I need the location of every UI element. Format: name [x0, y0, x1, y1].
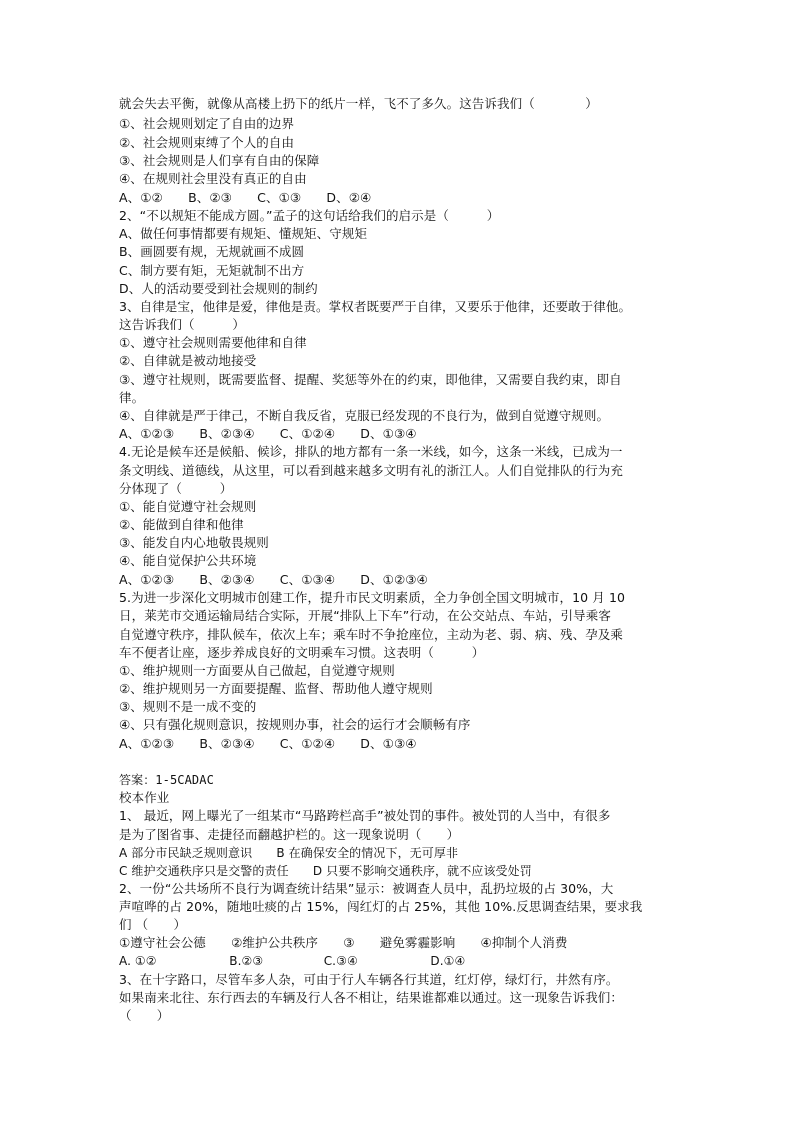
q4-stem-line-2: 条文明线、道德线，从这里，可以看到越来越多文明有礼的浙江人。人们自觉排队的行为充 [119, 463, 624, 478]
q3-option-4: ④、自律就是严于律己，不断自我反省，克服已经发现的不良行为，做到自觉遵守规则。 [119, 408, 610, 423]
q5-stem-line-2: 日，莱芜市交通运输局结合实际，开展“排队上下车”行动，在公交站点、车站，引导乘客 [119, 608, 611, 623]
hw2-options: ①遵守社会公德 ②维护公共秩序 ③ 避免雾霾影响 ④抑制个人消费 [119, 935, 568, 950]
q3-option-1: ①、遵守社会规则需要他律和自律 [119, 335, 307, 350]
q3-stem-line-1: 3、自律是宝，他律是爱，律他是责。掌权者既要严于自律，又要乐于他律，还要敢于律他。 [119, 299, 632, 314]
q4-choices: A、①②③ B、②③④ C、①③④ D、①②③④ [119, 572, 428, 587]
hw2-stem-line-2: 声喧哗的占 20%，随地吐痰的占 15%，闯红灯的占 25%，其他 10%.反思调查结果，要求我 [119, 899, 643, 914]
hw1-stem-line-2: 是为了图省事、走捷径而翻越护栏的。这一现象说明（ ） [119, 827, 460, 842]
q3-stem-line-2: 这告诉我们（ ） [119, 317, 246, 332]
answer-key: 答案：1-5CADAC [119, 773, 214, 787]
q2-choice-b: B、画圆要有规，无规就画不成圆 [119, 244, 305, 259]
q2-stem: 2、“不以规矩不能成方圆。”孟子的这句话给我们的启示是（ ） [119, 208, 500, 223]
q1-option-1: ①、社会规则划定了自由的边界 [119, 116, 295, 131]
hw1-choices-cd: C 维护交通秩序只是交警的责任 D 只要不影响交通秩序，就不应该受处罚 [119, 864, 532, 878]
hw3-stem-line-1: 3、在十字路口，尽管车多人杂，可由于行人车辆各行其道，红灯停，绿灯行，井然有序。 [119, 972, 619, 987]
q3-option-3-line-2: 律。 [119, 390, 145, 405]
q4-option-3: ③、能发自内心地敬畏规则 [119, 535, 269, 550]
q5-stem-line-1: 5.为进一步深化文明城市创建工作，提升市民文明素质，全力争创全国文明城市，10 月 10 [119, 590, 626, 605]
section-heading: 校本作业 [119, 790, 170, 805]
q3-option-3-line-1: ③、遵守社规则，既需要监督、提醒、奖惩等外在的约束，即他律，又需要自我约束，即自 [119, 372, 622, 387]
q4-stem-line-3: 分体现了（ ） [119, 481, 233, 496]
q1-option-2: ②、社会规则束缚了个人的自由 [119, 135, 295, 150]
q5-option-4: ④、只有强化规则意识，按规则办事，社会的运行才会顺畅有序 [119, 717, 471, 732]
hw2-choices: A. ①② B.②③ C.③④ D.①④ [119, 954, 466, 968]
q2-choice-d: D、人的活动要受到社会规则的制约 [119, 281, 318, 296]
hw1-stem-line-1: 1、 最近，网上曝光了一组某市“马路跨栏高手”被处罚的事件。被处罚的人当中，有很多 [119, 808, 611, 823]
q5-option-2: ②、维护规则另一方面要提醒、监督、帮助他人遵守规则 [119, 681, 433, 696]
hw1-choices-ab: A 部分市民缺乏规则意识 B 在确保安全的情况下，无可厚非 [119, 846, 459, 860]
q1-option-3: ③、社会规则是人们享有自由的保障 [119, 153, 320, 168]
q3-option-2: ②、自律就是被动地接受 [119, 353, 257, 368]
q5-stem-line-4: 车不便者让座，逐步养成良好的文明乘车习惯。这表明（ ） [119, 645, 485, 660]
q4-stem-line-1: 4.无论是候车还是候船、候诊，排队的地方都有一条一米线，如今，这条一米线，已成为一 [119, 444, 623, 459]
q4-option-2: ②、能做到自律和他律 [119, 517, 244, 532]
q4-option-4: ④、能自觉保护公共环境 [119, 553, 257, 568]
hw3-stem-line-2: 如果南来北往、东行西去的车辆及行人各不相让，结果谁都难以通过。这一现象告诉我们： [119, 990, 624, 1005]
q2-choice-c: C、制方要有矩，无矩就制不出方 [119, 263, 305, 278]
hw2-stem-line-3: 们 （ ） [119, 917, 187, 932]
q5-stem-line-3: 自觉遵守秩序，排队候车，依次上车；乘车时不争抢座位，主动为老、弱、病、残、孕及乘 [119, 627, 624, 642]
q5-option-3: ③、规则不是一成不变的 [119, 699, 257, 714]
q1-stem-line: 就会失去平衡，就像从高楼上扔下的纸片一样，飞不了多久。这告诉我们（ ） [119, 96, 598, 111]
q5-option-1: ①、维护规则一方面要从自己做起，自觉遵守规则 [119, 663, 395, 678]
q2-choice-a: A、做任何事情都要有规矩、懂规矩、守规矩 [119, 226, 368, 241]
q1-option-4: ④、在规则社会里没有真正的自由 [119, 171, 307, 186]
hw3-stem-line-3: （ ） [119, 1008, 170, 1023]
q5-choices: A、①②③ B、②③④ C、①②④ D、①③④ [119, 736, 417, 751]
hw2-stem-line-1: 2、一份“公共场所不良行为调查统计结果”显示：被调查人员中，乱扔垃圾的占 30%，大 [119, 881, 614, 896]
q3-choices: A、①②③ B、②③④ C、①②④ D、①③④ [119, 426, 417, 441]
q1-choices: A、①② B、②③ C、①③ D、②④ [119, 190, 372, 205]
q4-option-1: ①、能自觉遵守社会规则 [119, 499, 257, 514]
